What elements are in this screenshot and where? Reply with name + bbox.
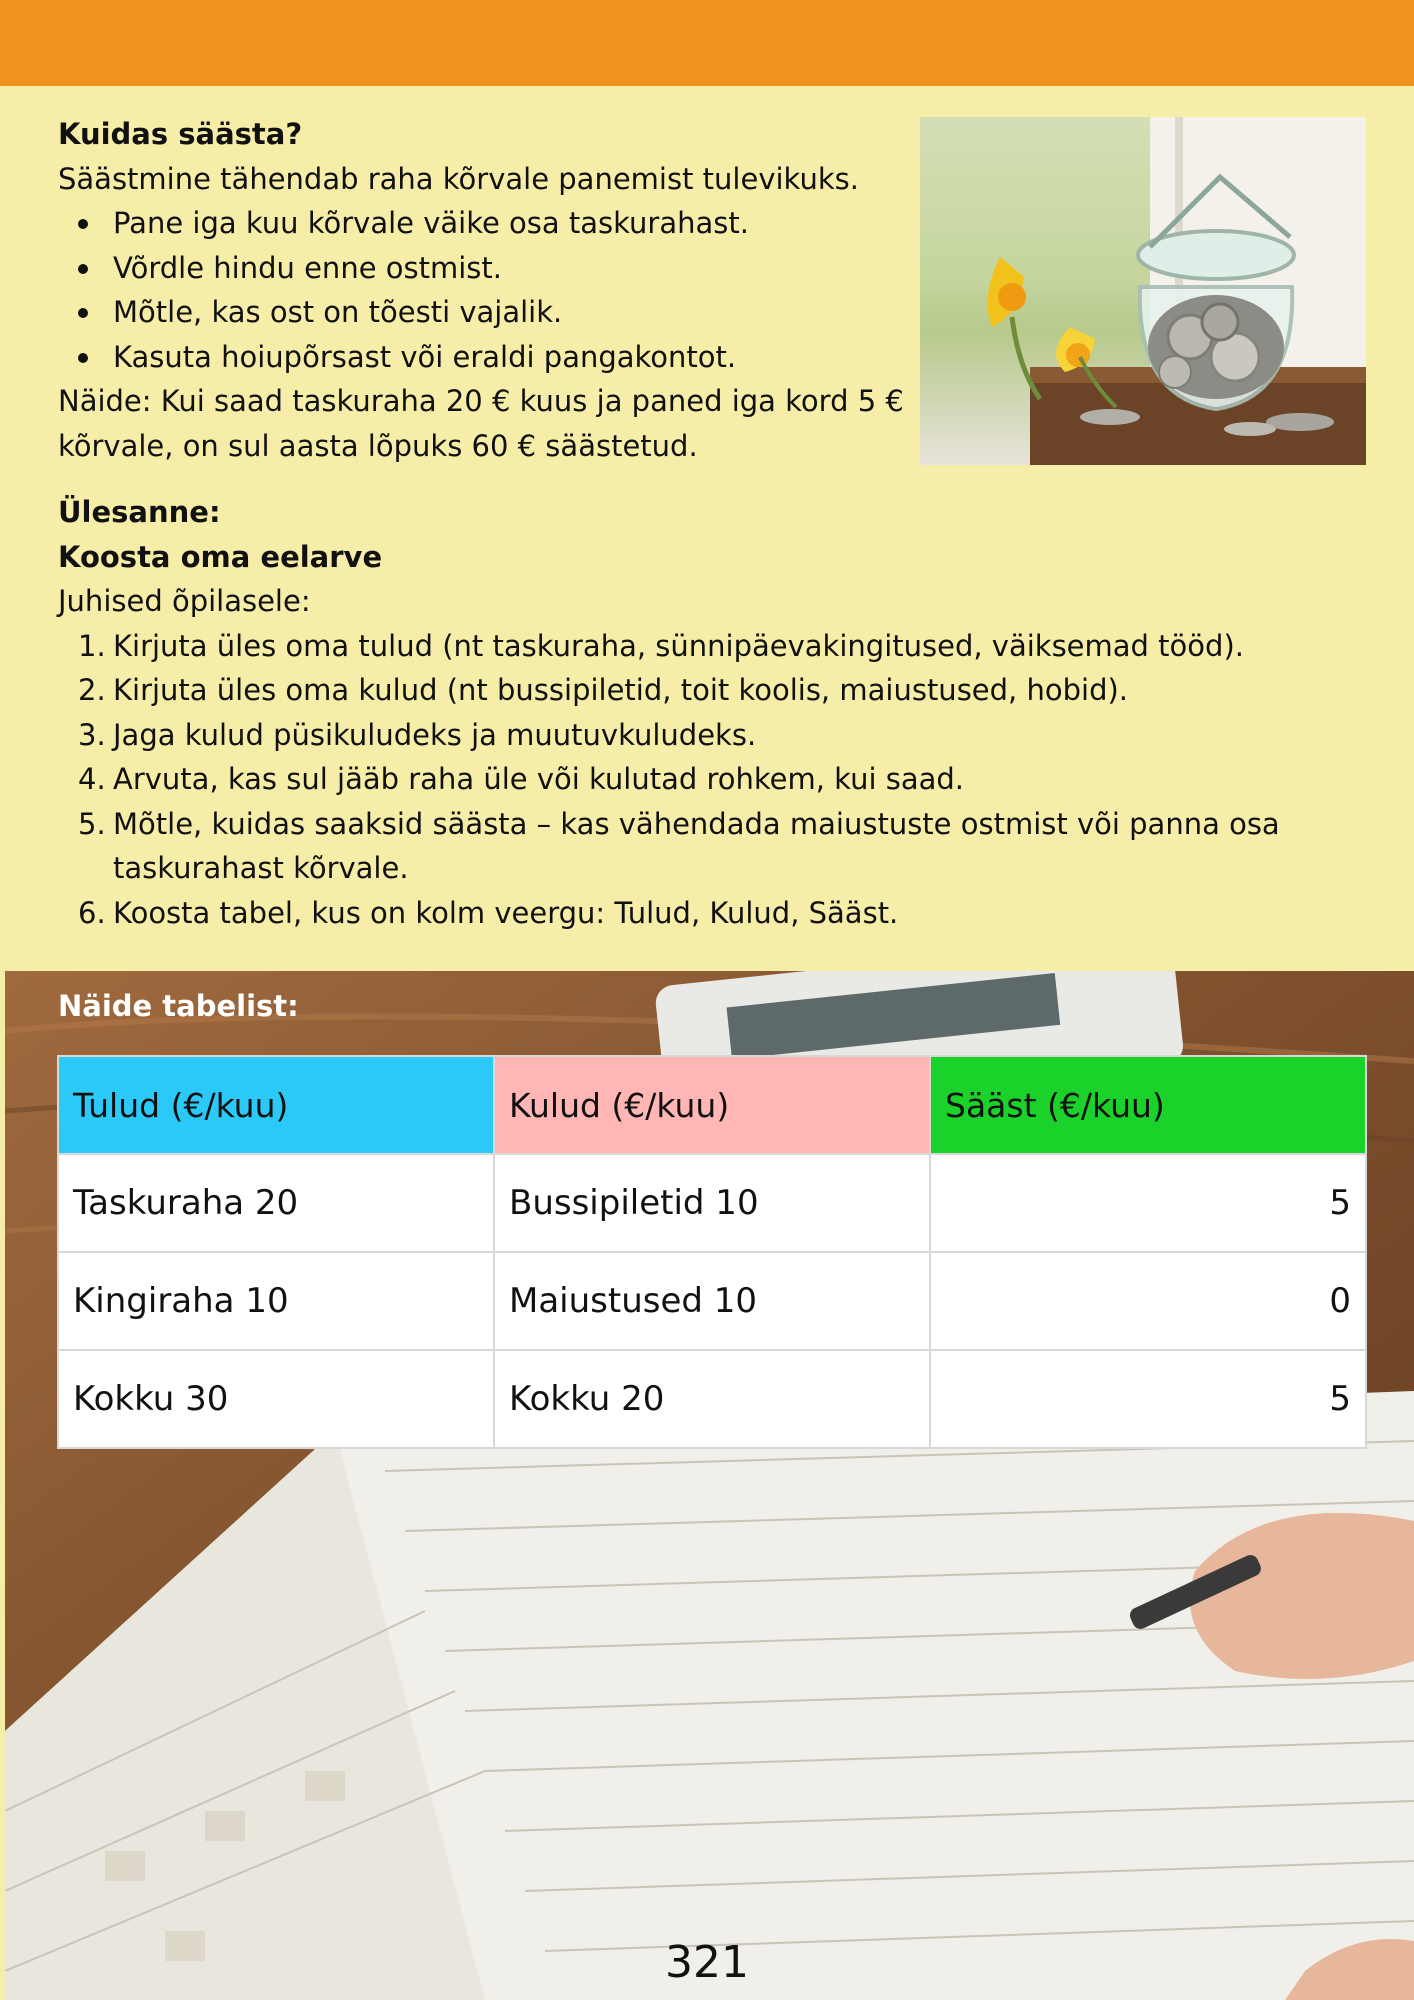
example-text: Näide: Kui saad taskuraha 20 € kuus ja paned iga kord 5 € kõrvale, on sul aasta lõpuks 60 € säästetud. <box>58 384 904 463</box>
task-title: Koosta oma eelarve <box>58 539 383 574</box>
list-item <box>58 713 1348 758</box>
expense-cell: Maiustused 10 <box>494 1252 930 1350</box>
list-item <box>58 802 1348 891</box>
step-text: Jaga kulud püsikuludeks ja muutuvkuludeks. <box>113 717 757 752</box>
example-budget-table <box>57 1055 1367 1449</box>
list-item: Võrdle hindu enne ostmist. <box>58 246 908 291</box>
list-item <box>58 624 1348 669</box>
savings-header: Sääst (€/kuu) <box>930 1056 1366 1154</box>
coin-jar-photo <box>920 117 1366 465</box>
table-label: Näide tabelist: <box>58 989 299 1023</box>
list-item <box>58 891 1348 936</box>
table-row <box>58 1252 1366 1350</box>
list-item: Kasuta hoiupõrsast või eraldi pangakontot. <box>58 335 908 380</box>
income-cell: Kingiraha 10 <box>58 1252 494 1350</box>
step-number: 1. <box>78 628 106 663</box>
top-accent-bar <box>0 0 1414 86</box>
income-cell: Taskuraha 20 <box>58 1154 494 1252</box>
savings-intro <box>58 112 908 468</box>
step-text: Mõtle, kuidas saaksid säästa – kas vähendada maiustuste ostmist või panna osa taskurahast kõrvale. <box>113 806 1280 885</box>
instructions-list <box>58 624 1348 936</box>
savings-cell: 5 <box>930 1154 1366 1252</box>
savings-cell: 0 <box>930 1252 1366 1350</box>
task-section <box>58 490 1348 935</box>
step-text: Arvuta, kas sul jääb raha üle või kulutad rohkem, kui saad. <box>113 762 965 796</box>
list-item <box>58 757 1348 802</box>
list-item: Pane iga kuu kõrvale väike osa taskurahast. <box>58 201 908 246</box>
expense-header: Kulud (€/kuu) <box>494 1056 930 1154</box>
expense-cell: Kokku 20 <box>494 1350 930 1448</box>
savings-cell: 5 <box>930 1350 1366 1448</box>
step-text: Kirjuta üles oma tulud (nt taskuraha, sünnipäevakingitused, väiksemad tööd). <box>113 628 1244 663</box>
section-heading: Kuidas säästa? <box>58 117 303 151</box>
table-row <box>58 1350 1366 1448</box>
step-number: 6. <box>78 895 106 930</box>
task-label: Ülesanne: <box>58 495 221 529</box>
step-number: 5. <box>78 806 106 841</box>
instructions-label: Juhised õpilasele: <box>58 584 311 618</box>
income-header: Tulud (€/kuu) <box>58 1056 494 1154</box>
tips-list <box>58 201 908 379</box>
step-number: 4. <box>78 762 106 796</box>
table-row <box>58 1154 1366 1252</box>
table-header-row <box>58 1056 1366 1154</box>
income-cell: Kokku 30 <box>58 1350 494 1448</box>
list-item: Mõtle, kas ost on tõesti vajalik. <box>58 290 908 335</box>
page-number: 321 <box>665 1937 749 1988</box>
list-item <box>58 668 1348 713</box>
lead-text: Säästmine tähendab raha kõrvale panemist tulevikuks. <box>58 161 859 196</box>
step-text: Koosta tabel, kus on kolm veergu: Tulud, Kulud, Sääst. <box>113 895 899 930</box>
expense-cell: Bussipiletid 10 <box>494 1154 930 1252</box>
step-number: 3. <box>78 717 106 752</box>
step-number: 2. <box>78 673 106 707</box>
step-text: Kirjuta üles oma kulud (nt bussipiletid, toit koolis, maiustused, hobid). <box>113 673 1129 707</box>
